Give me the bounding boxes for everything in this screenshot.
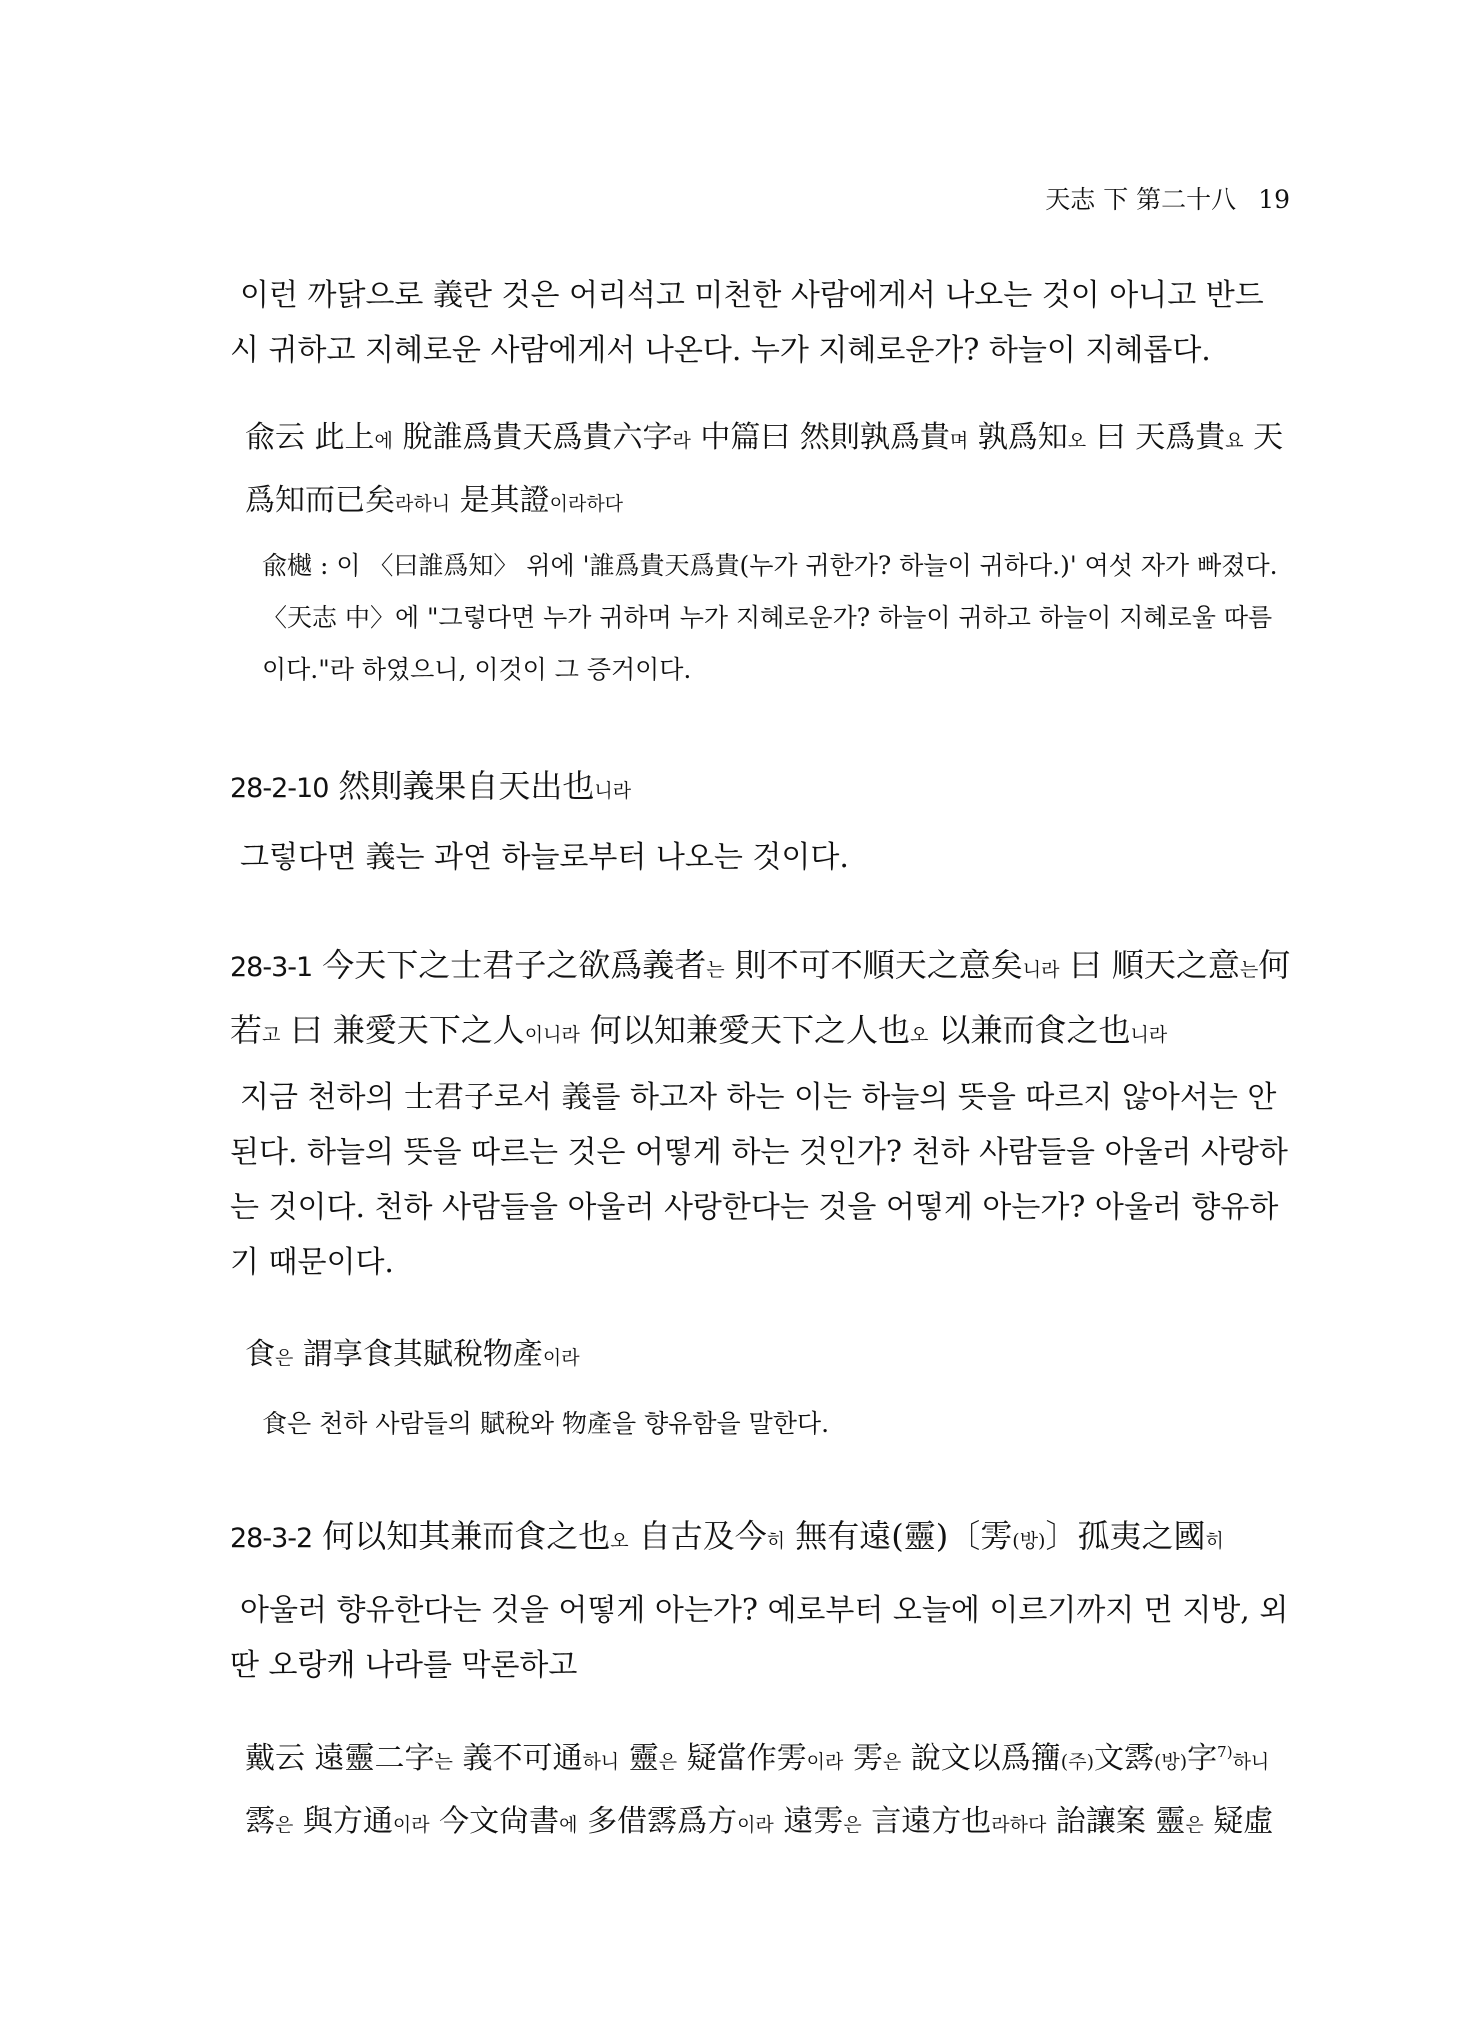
- section-number: 28-3-1: [230, 952, 313, 983]
- commentary-text: 中篇曰 然則孰爲貴: [690, 420, 950, 455]
- original-text: 曰 順天之意: [1059, 946, 1240, 984]
- commentary-text: 謂享食其賦稅物產: [293, 1337, 543, 1372]
- commentary-text: 是其證: [450, 483, 550, 518]
- section-number: 28-2-10: [230, 773, 329, 804]
- note-text: 兪樾 : 이 〈曰誰爲知〉 위에 '誰爲貴天爲貴(누가 귀한가? 하늘이 귀하다.)' 여섯 자가 빠졌다. 〈天志 中〉에 "그렇다면 누가 귀하며 누가 지혜로운가? 하늘이 귀하고 하늘이 지혜로울 따름이다."라 하였으니, 이것이 그 증거이다.: [262, 551, 1278, 684]
- commentary-block: [245, 1325, 1292, 1388]
- korean-particle: 은: [275, 1347, 294, 1369]
- original-text: 〕孤夷之國: [1045, 1517, 1206, 1555]
- section-28-2-10: [230, 756, 1292, 821]
- original-text: 何若: [230, 946, 1291, 1049]
- rare-character: 𩃬: [1123, 1741, 1154, 1776]
- korean-particle: 은: [882, 1751, 902, 1773]
- korean-particle: 이라: [392, 1814, 430, 1836]
- korean-particle: 히: [1205, 1530, 1224, 1552]
- commentary-text: 孰爲知: [968, 420, 1068, 455]
- translation-paragraph: [230, 830, 1292, 885]
- commentary-text: 詒讓案 靈: [1046, 1804, 1186, 1839]
- commentary-text: 言遠方也: [861, 1804, 992, 1839]
- korean-particle: 니라: [594, 780, 632, 802]
- korean-particle: (주): [1060, 1751, 1094, 1773]
- translation-paragraph: [230, 268, 1292, 378]
- commentary-text: 義不可通: [452, 1741, 583, 1776]
- korean-particle: 며: [949, 430, 969, 452]
- korean-particle: 에: [374, 430, 393, 452]
- korean-particle: 하니: [582, 1751, 620, 1773]
- commentary-translation: [262, 1398, 1292, 1450]
- commentary-text: 食: [245, 1337, 275, 1372]
- header-title: 天志 下 第二十八: [1045, 185, 1237, 214]
- commentary-text: 字: [1187, 1741, 1218, 1776]
- original-text: 然則義果自天出也: [338, 767, 595, 805]
- korean-particle: 요: [1225, 430, 1244, 452]
- korean-particle: 은: [843, 1814, 862, 1836]
- korean-particle: 는: [1239, 959, 1259, 981]
- korean-particle: 은: [1185, 1814, 1204, 1836]
- running-header: [1020, 180, 1290, 216]
- commentary-text: 文: [1093, 1741, 1124, 1776]
- paragraph-text: 그렇다면 義는 과연 하늘로부터 나오는 것이다.: [240, 840, 849, 875]
- korean-particle: 이라: [737, 1814, 774, 1836]
- footnote-marker[interactable]: 7): [1217, 1743, 1233, 1761]
- korean-particle: 히: [766, 1530, 786, 1552]
- korean-particle: 는: [706, 959, 725, 981]
- rare-character: 𩃬: [245, 1804, 275, 1839]
- korean-particle: 이라하다: [549, 493, 624, 515]
- section-28-3-1: [230, 935, 1292, 1065]
- translation-paragraph: [230, 1583, 1292, 1693]
- commentary-text: 說文以爲籒: [901, 1741, 1061, 1776]
- korean-particle: 오: [1067, 430, 1087, 452]
- commentary-text: 今文尙書: [429, 1804, 560, 1839]
- original-text: 曰 兼愛天下之人: [280, 1011, 525, 1049]
- original-text: 何以知兼愛天下之人也: [579, 1011, 910, 1049]
- commentary-translation: [262, 540, 1292, 696]
- korean-particle: 이라: [806, 1751, 844, 1773]
- commentary-text: 疑當作雱: [677, 1741, 807, 1776]
- korean-particle: (방): [1012, 1530, 1046, 1552]
- original-text: 以兼而食之也: [928, 1011, 1131, 1049]
- original-text: 自古及今: [628, 1517, 767, 1555]
- korean-particle: 오: [610, 1530, 629, 1552]
- korean-particle: 오: [909, 1024, 929, 1046]
- korean-particle: 라하니: [395, 493, 451, 515]
- commentary-block: [245, 1722, 1292, 1855]
- section-number: 28-3-2: [230, 1523, 313, 1554]
- commentary-text: 戴云 遠靈二字: [245, 1741, 435, 1776]
- commentary-text: 雱: [843, 1741, 883, 1776]
- original-text: 無有遠(靈)〔雱: [785, 1517, 1013, 1555]
- original-text: 何以知其兼而食之也: [322, 1517, 611, 1555]
- commentary-text: 天爲知而已矣: [245, 420, 1284, 518]
- commentary-text: 脫誰爲貴天爲貴六字: [392, 420, 673, 455]
- korean-particle: 은: [658, 1751, 678, 1773]
- korean-particle: 니라: [1022, 959, 1060, 981]
- commentary-text: 曰 天爲貴: [1086, 420, 1226, 455]
- paragraph-text: 지금 천하의 士君子로서 義를 하고자 하는 이는 하늘의 뜻을 따르지 않아서는 안 된다. 하늘의 뜻을 따르는 것은 어떻게 하는 것인가? 천하 사람들을 아울러 사랑하는 것이다. 천하 사람들을 아울러 사랑한다는 것을 어떻게 아는가? 아울러 향유하기 때문이다.: [230, 1080, 1288, 1280]
- korean-particle: 하니: [1232, 1751, 1270, 1773]
- commentary-text: 遠雱: [773, 1804, 844, 1839]
- korean-particle: (방): [1153, 1751, 1188, 1773]
- paragraph-text: 아울러 향유한다는 것을 어떻게 아는가? 예로부터 오늘에 이르기까지 먼 지방, 외딴 오랑캐 나라를 막론하고: [230, 1593, 1289, 1683]
- commentary-block: [245, 408, 1292, 534]
- korean-particle: 니라: [1130, 1024, 1168, 1046]
- commentary-text: 兪云 此上: [245, 420, 375, 455]
- korean-particle: 에: [559, 1814, 578, 1836]
- commentary-text: 多借𩃬爲方: [577, 1804, 738, 1839]
- commentary-text: 疑虛: [1203, 1804, 1274, 1839]
- original-text: 則不可不順天之意矣: [724, 946, 1023, 984]
- commentary-text: 靈: [619, 1741, 659, 1776]
- korean-particle: 은: [275, 1814, 294, 1836]
- korean-particle: 이니라: [524, 1024, 580, 1046]
- korean-particle: 는: [434, 1751, 453, 1773]
- section-28-3-2: [230, 1506, 1292, 1571]
- translation-paragraph: [230, 1070, 1292, 1290]
- korean-particle: 라: [672, 430, 691, 452]
- korean-particle: 고: [262, 1024, 281, 1046]
- note-text: 食은 천하 사람들의 賦稅와 物產을 향유함을 말한다.: [262, 1409, 830, 1438]
- korean-particle: 라하다: [991, 1814, 1047, 1836]
- original-text: 今天下之士君子之欲爲義者: [322, 946, 707, 984]
- paragraph-text: 이런 까닭으로 義란 것은 어리석고 미천한 사람에게서 나오는 것이 아니고 반드시 귀하고 지혜로운 사람에게서 나온다. 누가 지혜로운가? 하늘이 지혜롭다.: [230, 278, 1264, 368]
- commentary-text: 與方通: [293, 1804, 393, 1839]
- korean-particle: 이라: [542, 1347, 580, 1369]
- page-number: 19: [1258, 185, 1290, 214]
